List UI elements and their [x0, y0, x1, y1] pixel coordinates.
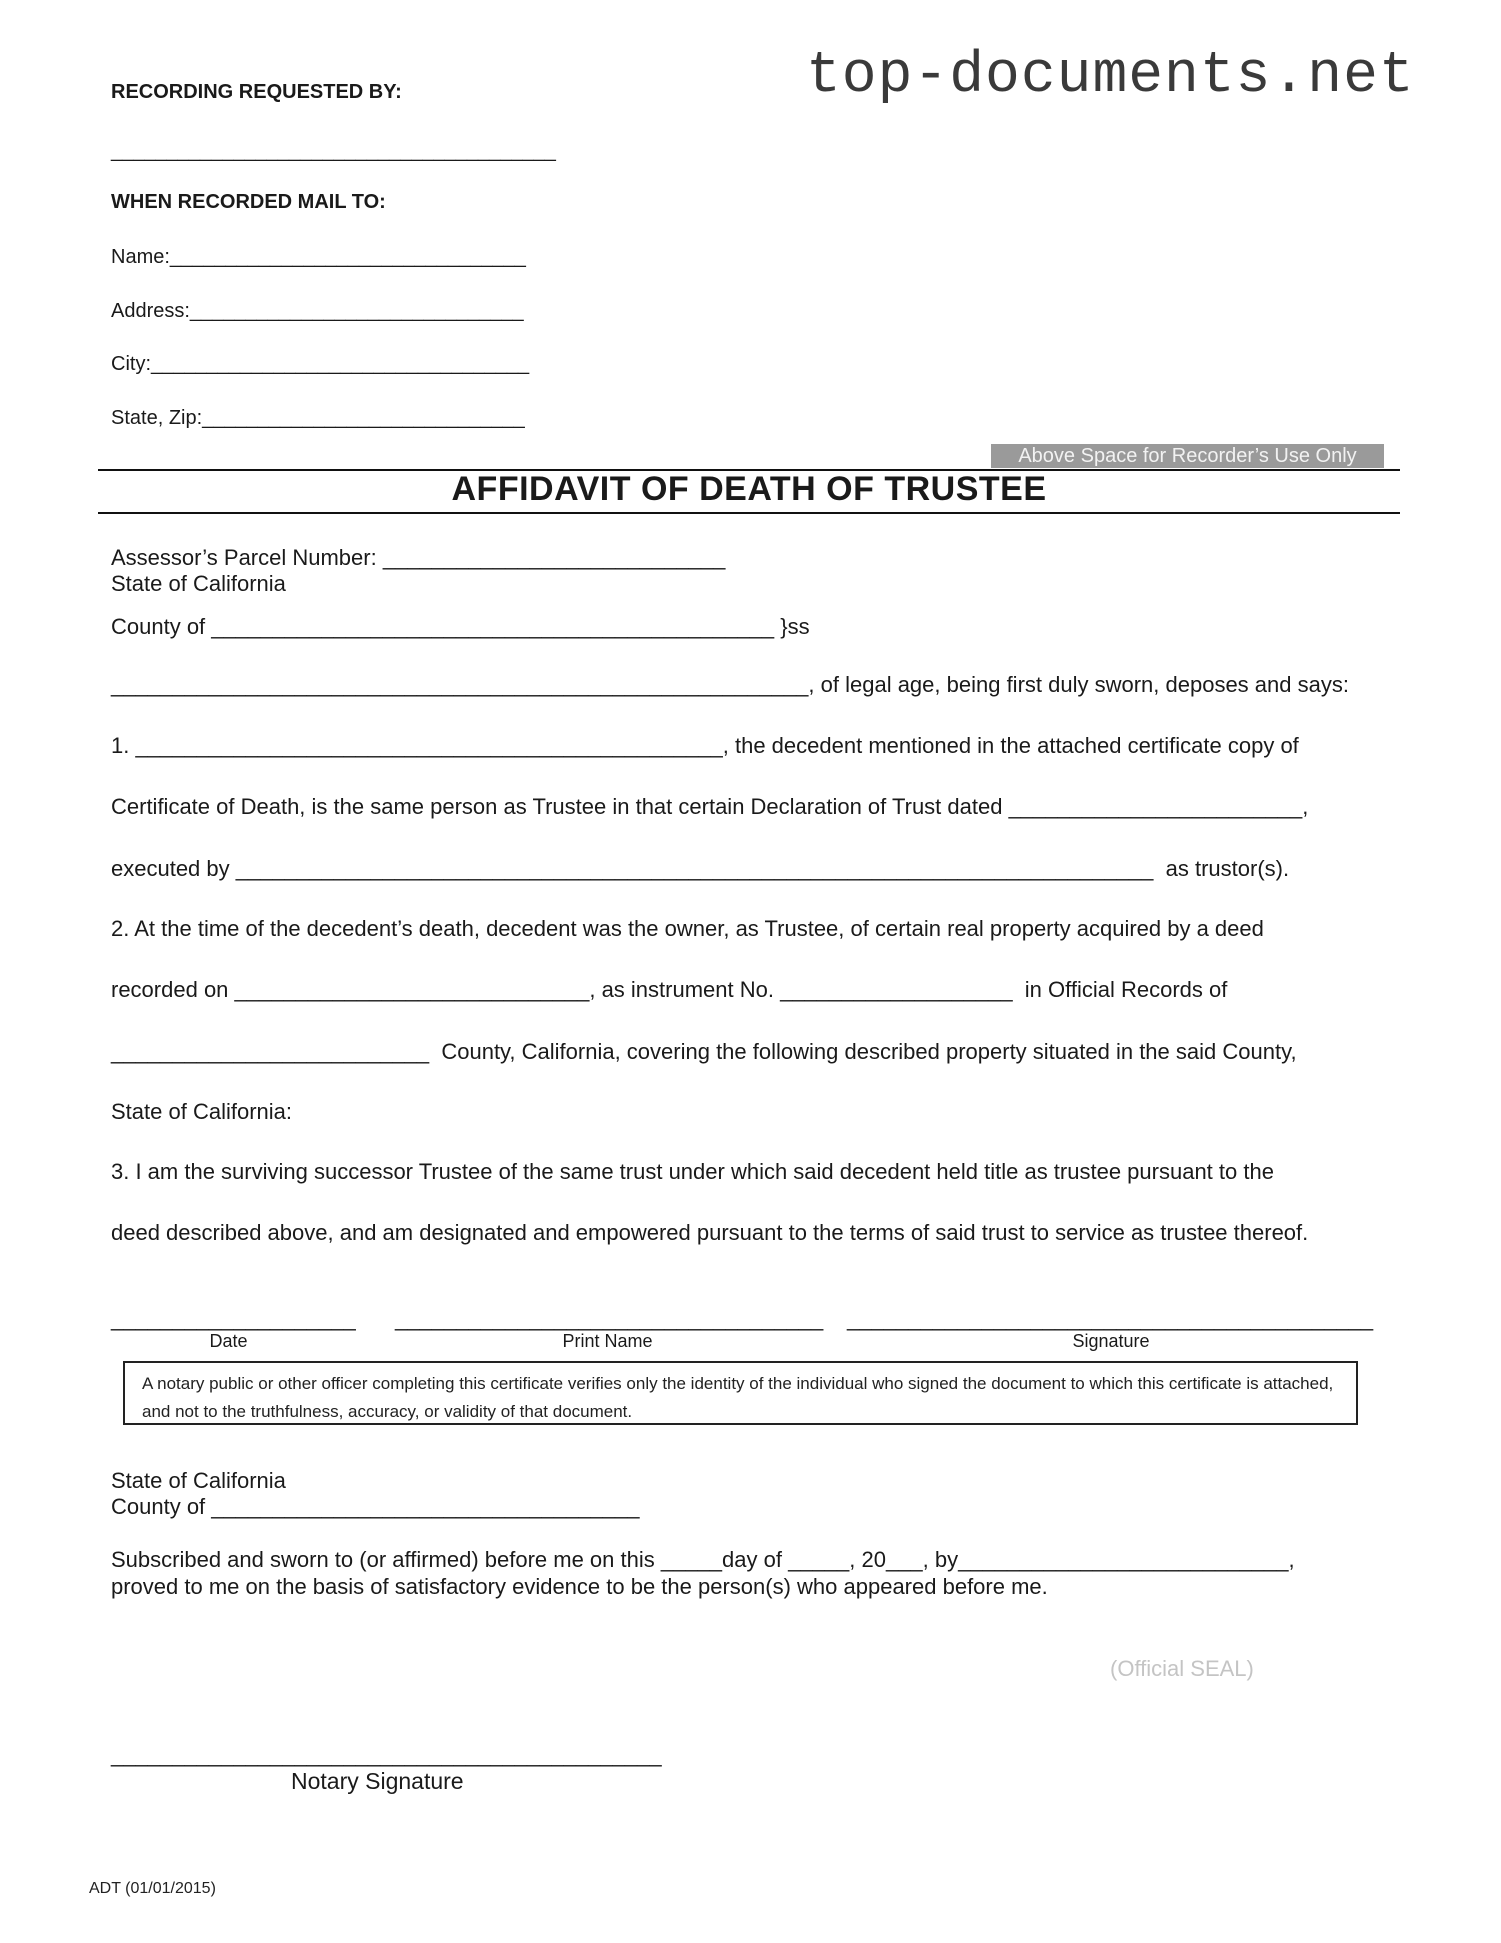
date-signature-line[interactable]: ____________________: [111, 1306, 356, 1331]
signature-label: Signature: [1072, 1331, 1150, 1351]
form-code-footer: ADT (01/01/2015): [89, 1880, 216, 1897]
affiant-name-field[interactable]: _________________________________________________________, of legal age, being first duly sworn, deposes and says:: [111, 672, 1349, 697]
proved-statement: proved to me on the basis of satisfactory evidence to be the person(s) who appeared before me.: [111, 1574, 1048, 1599]
paragraph-1-line-3[interactable]: executed by ___________________________________________________________________________ as trustor(s).: [111, 856, 1290, 881]
paragraph-3-line-1: 3. I am the surviving successor Trustee of the same trust under which said decedent held title as trustee pursuant to the: [111, 1159, 1274, 1184]
paragraph-2-line-1: 2. At the time of the decedent’s death, decedent was the owner, as Trustee, of certain real property acquired by a deed: [111, 916, 1264, 941]
paragraph-1-line-2[interactable]: Certificate of Death, is the same person as Trustee in that certain Declaration of Trust dated ________________________,: [111, 794, 1309, 819]
signature-line[interactable]: ___________________________________________: [847, 1306, 1374, 1331]
paragraph-2-line-2[interactable]: recorded on _____________________________, as instrument No. ___________________ in Official Records of: [111, 977, 1228, 1002]
name-field[interactable]: Name:________________________________: [111, 246, 526, 268]
watermark-text: top-documents.net: [806, 44, 1415, 109]
paragraph-2-line-4: State of California:: [111, 1099, 292, 1124]
notary-county-field[interactable]: County of ___________________________________: [111, 1494, 640, 1519]
recording-requested-field[interactable]: ________________________________________: [111, 140, 556, 162]
notary-signature-line[interactable]: _____________________________________________: [111, 1742, 662, 1767]
state-zip-field[interactable]: State, Zip:_____________________________: [111, 407, 525, 429]
address-field[interactable]: Address:______________________________: [111, 300, 524, 322]
print-name-label: Print Name: [562, 1331, 653, 1351]
date-label: Date: [209, 1331, 248, 1351]
paragraph-3-line-2: deed described above, and am designated and empowered pursuant to the terms of said trust to service as trustee thereof.: [111, 1220, 1309, 1245]
recorder-use-label: Above Space for Recorder’s Use Only: [991, 444, 1384, 468]
title-bottom-rule: [98, 512, 1400, 514]
paragraph-2-line-3[interactable]: __________________________ County, California, covering the following described property situated in the said County,: [111, 1039, 1297, 1064]
subscribed-sworn-line[interactable]: Subscribed and sworn to (or affirmed) before me on this _____day of _____, 20___, by___________________________,: [111, 1547, 1295, 1572]
document-title: AFFIDAVIT OF DEATH OF TRUSTEE: [451, 470, 1047, 508]
paragraph-1-line-1[interactable]: 1. ________________________________________________, the decedent mentioned in the attached certificate copy of: [111, 733, 1299, 758]
county-field[interactable]: County of ______________________________________________ }ss: [111, 614, 810, 639]
print-name-signature-line[interactable]: ___________________________________: [395, 1306, 824, 1331]
notary-state-line: State of California: [111, 1468, 286, 1493]
parcel-number-field[interactable]: Assessor’s Parcel Number: ____________________________: [111, 545, 726, 570]
when-recorded-heading: WHEN RECORDED MAIL TO:: [111, 191, 386, 213]
state-line: State of California: [111, 571, 286, 596]
notary-notice-box: A notary public or other officer completing this certificate verifies only the identity of the individual who signed the document to which this certificate is attached, and not to the truthfulness, accuracy, or validity of that document.: [123, 1361, 1358, 1425]
official-seal-placeholder: (Official SEAL): [1110, 1656, 1254, 1681]
city-field[interactable]: City:__________________________________: [111, 353, 530, 375]
recording-requested-heading: RECORDING REQUESTED BY:: [111, 81, 402, 103]
notary-signature-label: Notary Signature: [291, 1768, 464, 1794]
